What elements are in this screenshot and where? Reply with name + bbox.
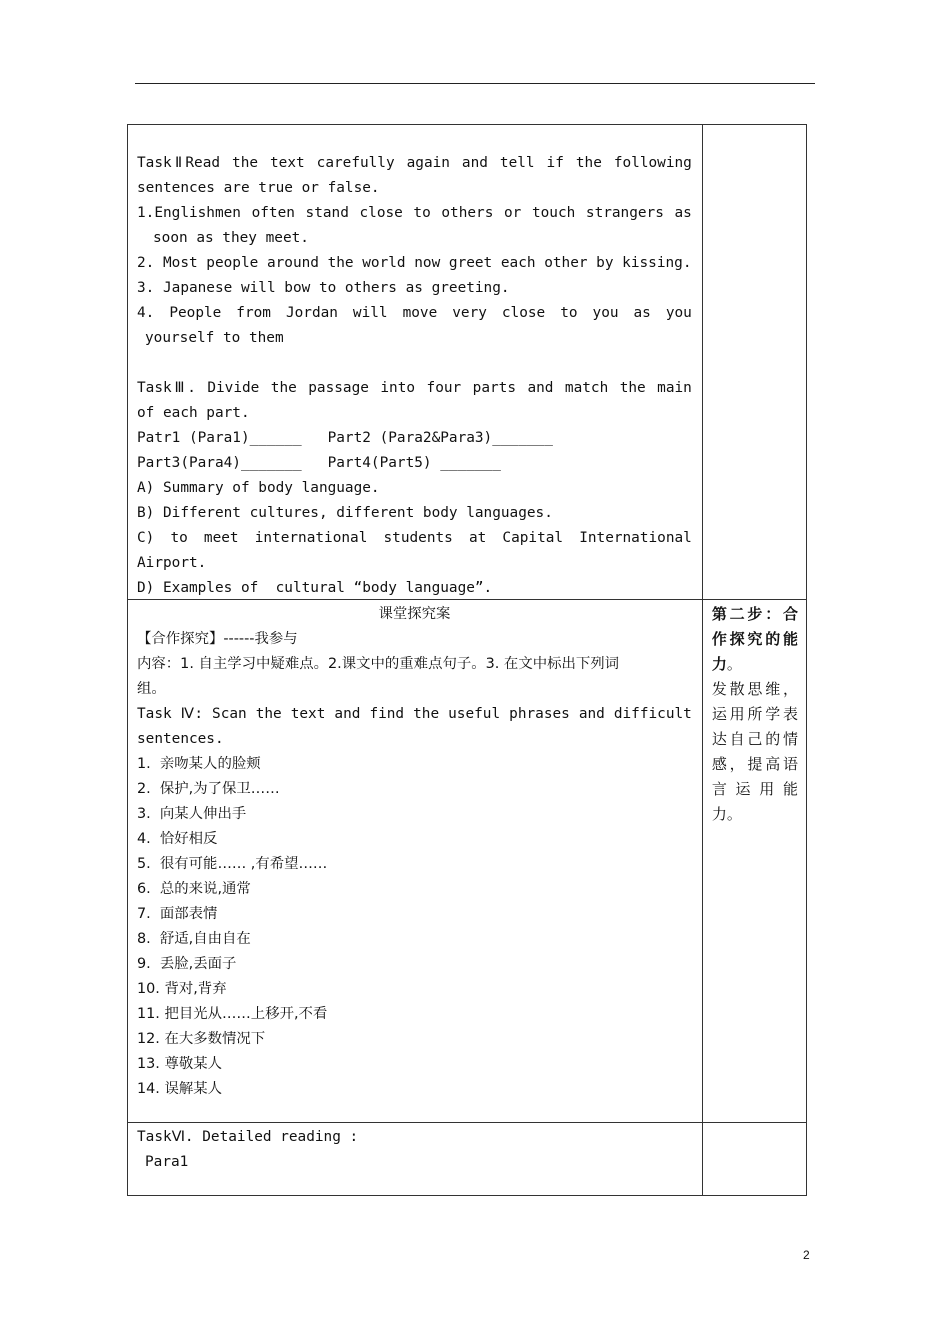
task3-line-1: TaskⅢ. Divide the passage into four parts and match the main <box>137 380 692 396</box>
task4-line-2: sentences. <box>137 731 224 747</box>
task2-item-3: 3. Japanese will bow to others as greeting. <box>137 280 510 296</box>
side-description: 发散思维，运用所学表达自己的情感，提高语言运用能力。 <box>711 680 798 823</box>
task3-line-2: of each part. <box>137 405 250 421</box>
phrase-item: 7. 面部表情 <box>137 906 218 922</box>
explore-row <box>128 600 807 1123</box>
phrase-item: 1. 亲吻某人的脸颊 <box>137 756 261 772</box>
task2-item-1a: 1.Englishmen often stand close to others or touch strangers as <box>137 205 692 221</box>
task4-line-1: Task Ⅳ: Scan the text and find the useful phrases and difficult <box>137 706 692 722</box>
side-note-cell <box>702 600 806 1123</box>
explore-content-1: 内容：1. 自主学习中疑难点。2.课文中的重难点句子。3. 在文中标出下列词 <box>137 656 620 672</box>
task2-line-1: TaskⅡRead the text carefully again and tell if the following <box>137 155 692 171</box>
task2-item-4a: 4. People from Jordan will move very close to you as you <box>137 305 692 321</box>
phrase-item: 12. 在大多数情况下 <box>137 1031 266 1047</box>
task3-parts-2: Part3(Para4)_______ Part4(Part5) _______ <box>137 455 501 471</box>
page-number: 2 <box>803 1248 810 1262</box>
side-note <box>703 600 806 827</box>
task6-row <box>128 1123 807 1196</box>
phrase-item: 11. 把目光从……上移开,不看 <box>137 1006 328 1022</box>
task2-item-4b: yourself to them <box>145 330 284 346</box>
phrase-item: 13. 尊敬某人 <box>137 1056 223 1072</box>
task3-option-d: D) Examples of cultural “body language”. <box>137 580 493 596</box>
phrase-item: 2. 保护,为了保卫…… <box>137 781 280 797</box>
task2-line-2: sentences are true or false. <box>137 180 380 196</box>
task-cell-main <box>128 125 703 600</box>
side-cell-empty <box>702 1123 806 1196</box>
task2-item-2: 2. Most people around the world now greet each other by kissing. <box>137 255 692 271</box>
explore-content-2: 组。 <box>137 681 166 697</box>
task3-option-c2: Airport. <box>137 555 207 571</box>
explore-cell-main <box>128 600 703 1123</box>
phrase-item: 14. 误解某人 <box>137 1081 223 1097</box>
phrase-item: 6. 总的来说,通常 <box>137 881 251 897</box>
task3-option-b: B) Different cultures, different body languages. <box>137 505 553 521</box>
task6-line-2: Para1 <box>145 1154 189 1170</box>
side-step-title: 第二步：合作探究的能力 <box>711 605 798 673</box>
worksheet-table <box>127 124 807 1196</box>
phrase-item: 4. 恰好相反 <box>137 831 218 847</box>
header-rule <box>135 83 815 84</box>
task6-line-1: TaskⅥ. Detailed reading : <box>137 1129 359 1145</box>
spacer <box>137 351 692 376</box>
side-step-end: 。 <box>726 655 742 673</box>
side-cell-empty <box>702 125 806 600</box>
phrase-item: 5. 很有可能…… ,有希望…… <box>137 856 328 872</box>
phrase-item: 9. 丢脸,丢面子 <box>137 956 237 972</box>
phrase-item: 3. 向某人伸出手 <box>137 806 247 822</box>
task6-cell-main <box>128 1123 703 1196</box>
phrase-item: 8. 舒适,自由自在 <box>137 931 251 947</box>
phrase-item: 10. 背对,背弃 <box>137 981 227 997</box>
task3-parts-1: Patr1 (Para1)______ Part2 (Para2&Para3)_______ <box>137 430 553 446</box>
task-row-1 <box>128 125 807 600</box>
task3-option-c1: C) to meet international students at Capital International <box>137 530 692 546</box>
task3-option-a: A) Summary of body language. <box>137 480 380 496</box>
explore-heading: 【合作探究】------我参与 <box>137 631 298 647</box>
explore-title: 课堂探究案 <box>378 606 451 622</box>
task2-item-1b: soon as they meet. <box>153 230 309 246</box>
